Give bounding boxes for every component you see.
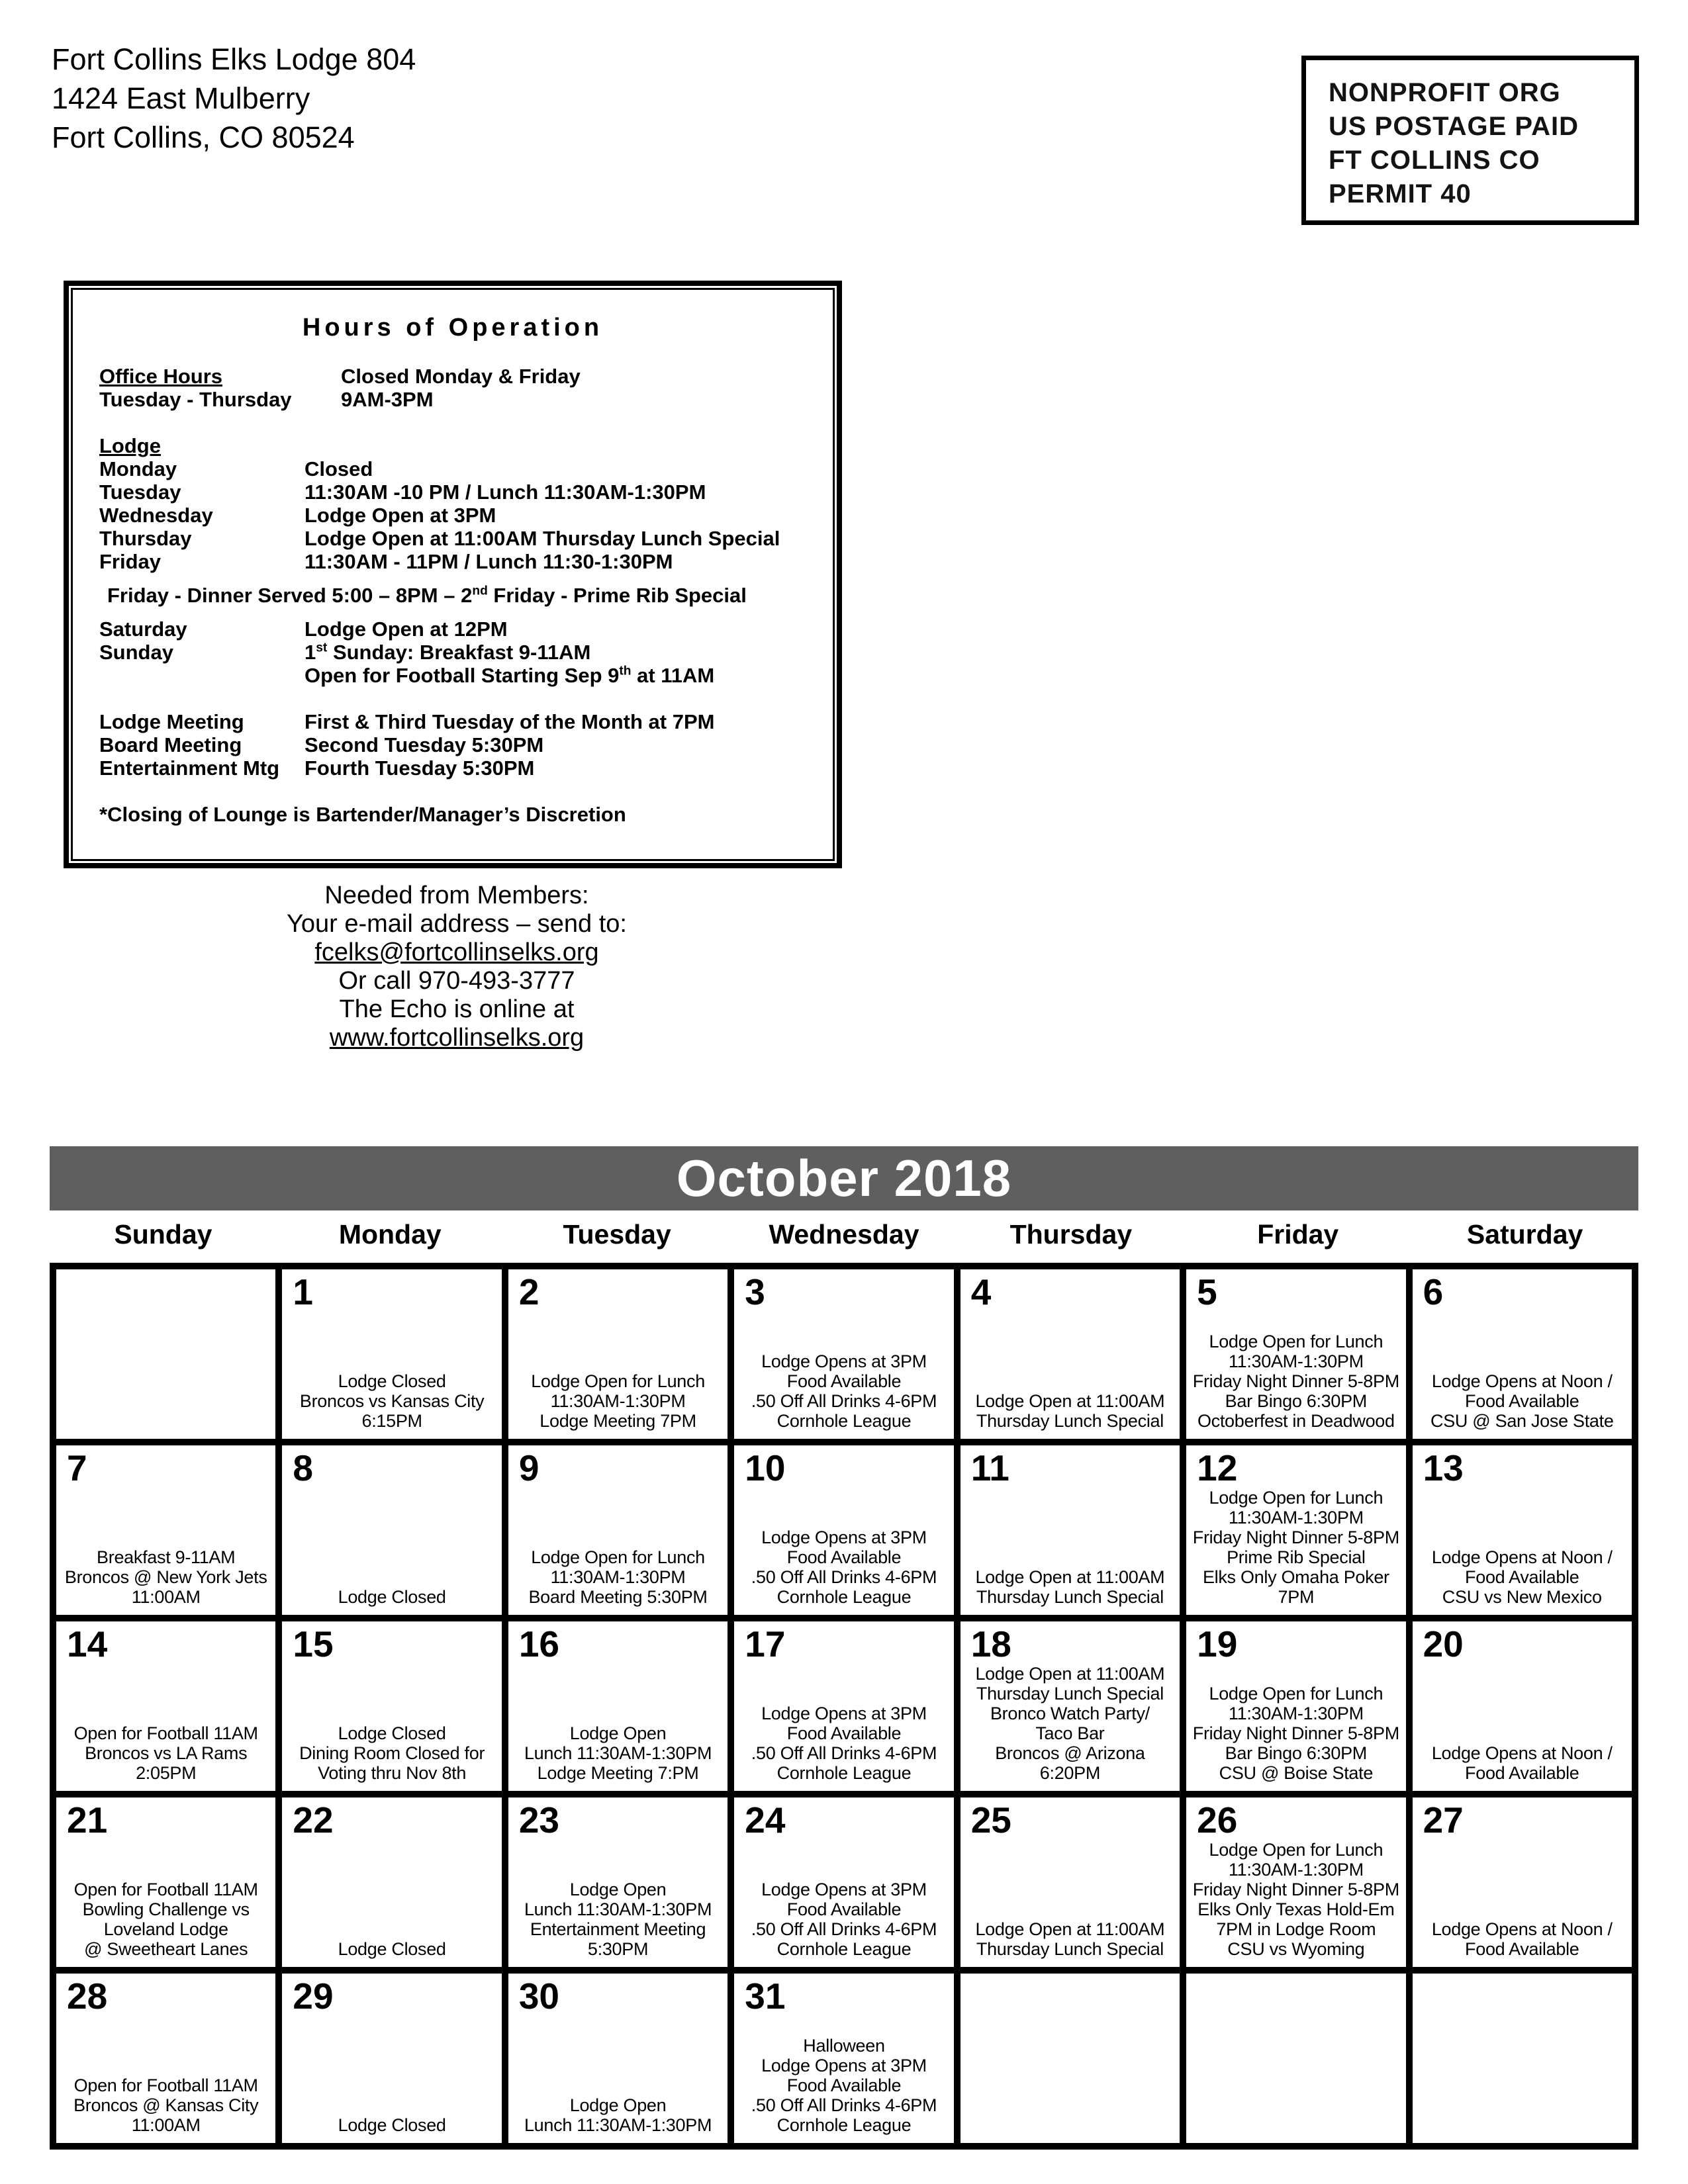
event-line: Broncos vs LA Rams bbox=[85, 1743, 248, 1763]
hours-row-value: 9AM-3PM bbox=[341, 388, 434, 411]
calendar-day-19 bbox=[1183, 1618, 1409, 1794]
event-line: CSU vs New Mexico bbox=[1442, 1587, 1602, 1607]
event-line: Taco Bar bbox=[1035, 1723, 1105, 1743]
calendar-day-8 bbox=[279, 1442, 504, 1618]
day-number: 24 bbox=[745, 1799, 786, 1841]
hours-note: *Closing of Lounge is Bartender/Manager’s Discretion bbox=[99, 803, 626, 826]
day-name-friday: Friday bbox=[1257, 1219, 1339, 1250]
event-line: Cornhole League bbox=[776, 1763, 912, 1783]
event-line: Entertainment Meeting bbox=[530, 1919, 706, 1939]
spacer bbox=[99, 573, 806, 584]
day-events bbox=[73, 2075, 258, 2135]
spacer bbox=[99, 687, 806, 710]
event-line: Lodge Open for Lunch bbox=[531, 1547, 705, 1567]
day-events bbox=[1193, 1840, 1399, 1959]
hours-rows bbox=[99, 365, 806, 826]
event-line: Food Available bbox=[1465, 1567, 1579, 1587]
hours-row bbox=[99, 664, 806, 687]
event-line: Lodge Open for Lunch bbox=[1209, 1840, 1383, 1860]
day-events bbox=[1193, 1684, 1399, 1783]
hours-row-value: Lodge Open at 12PM bbox=[305, 617, 508, 641]
event-line: 11:30AM-1:30PM bbox=[1228, 1860, 1364, 1880]
hours-full-line: Friday - Dinner Served 5:00 – 8PM – 2nd Friday - Prime Rib Special bbox=[107, 584, 747, 607]
day-events bbox=[1430, 1371, 1614, 1431]
hours-row-label: Thursday bbox=[99, 527, 192, 550]
event-line: Broncos @ Arizona bbox=[995, 1743, 1145, 1763]
hours-row-label: Entertainment Mtg bbox=[99, 756, 280, 780]
event-line: .50 Off All Drinks 4-6PM bbox=[751, 1919, 937, 1939]
hours-row-label: Sunday bbox=[99, 641, 173, 664]
day-number: 21 bbox=[67, 1799, 108, 1841]
event-line: Lodge Open for Lunch bbox=[1209, 1684, 1383, 1704]
event-line: Cornhole League bbox=[776, 2115, 912, 2135]
event-line: Lodge Closed bbox=[338, 1939, 446, 1959]
event-line: Lodge Open bbox=[569, 1880, 667, 1899]
event-line: Breakfast 9-11AM bbox=[97, 1547, 236, 1567]
day-number: 30 bbox=[518, 1976, 560, 2017]
event-line: Broncos @ Kansas City bbox=[73, 2095, 259, 2115]
day-number: 27 bbox=[1423, 1799, 1464, 1841]
hours-of-operation-box bbox=[64, 281, 842, 868]
hours-row bbox=[99, 365, 806, 388]
event-line: Food Available bbox=[786, 1723, 902, 1743]
day-name-thursday: Thursday bbox=[1009, 1219, 1133, 1250]
day-number: 12 bbox=[1197, 1447, 1238, 1488]
calendar-day-5 bbox=[1183, 1266, 1409, 1442]
spacer bbox=[99, 607, 806, 617]
stamp-line: US POSTAGE PAID bbox=[1329, 112, 1579, 141]
event-line: Friday Night Dinner 5-8PM bbox=[1192, 1371, 1399, 1391]
event-line: @ Sweetheart Lanes bbox=[84, 1939, 248, 1959]
hours-row-value: First & Third Tuesday of the Month at 7PM bbox=[305, 710, 715, 733]
day-name-monday: Monday bbox=[338, 1219, 442, 1250]
event-line: Octoberfest in Deadwood bbox=[1197, 1411, 1395, 1431]
event-line: Lodge Closed bbox=[338, 2115, 446, 2135]
event-line: Lodge Opens at Noon / bbox=[1431, 1919, 1613, 1939]
event-line: Food Available bbox=[1465, 1939, 1579, 1959]
stamp-line: NONPROFIT ORG bbox=[1329, 78, 1561, 107]
day-name-tuesday: Tuesday bbox=[563, 1219, 671, 1250]
event-line: Open for Football 11AM bbox=[73, 1880, 258, 1899]
day-events bbox=[1432, 1743, 1613, 1783]
hours-row bbox=[99, 641, 806, 664]
event-line: Lodge Opens at 3PM bbox=[761, 1704, 927, 1723]
hours-row-label bbox=[99, 664, 305, 687]
calendar-day-1 bbox=[279, 1266, 504, 1442]
calendar-day-names bbox=[50, 1219, 1638, 1250]
event-line: Lodge Opens at Noon / bbox=[1431, 1371, 1613, 1391]
event-line: Lodge Closed bbox=[338, 1723, 446, 1743]
hours-row-value: Lodge Open at 11:00AM Thursday Lunch Special bbox=[305, 527, 780, 550]
event-line: Elks Only Omaha Poker bbox=[1202, 1567, 1389, 1587]
day-events bbox=[1432, 1547, 1613, 1607]
members-line: The Echo is online at bbox=[339, 995, 575, 1023]
calendar-day-9 bbox=[505, 1442, 731, 1618]
day-events bbox=[1432, 1919, 1613, 1959]
day-number: 5 bbox=[1197, 1271, 1217, 1312]
event-line: Thursday Lunch Special bbox=[976, 1411, 1164, 1431]
members-line: Your e-mail address – send to: bbox=[286, 910, 627, 938]
event-line: Elks Only Texas Hold-Em bbox=[1197, 1899, 1395, 1919]
hours-row-label: Office Hours bbox=[99, 365, 223, 388]
day-number: 9 bbox=[518, 1447, 539, 1488]
event-line: CSU @ San Jose State bbox=[1430, 1411, 1614, 1431]
calendar-day-14 bbox=[53, 1618, 279, 1794]
sender-line: Fort Collins Elks Lodge 804 bbox=[52, 42, 416, 76]
calendar-day-13 bbox=[1409, 1442, 1635, 1618]
day-events bbox=[1193, 1488, 1399, 1607]
hours-row-value: Closed bbox=[305, 457, 373, 480]
event-line: 6:20PM bbox=[1039, 1763, 1101, 1783]
hours-row bbox=[99, 434, 806, 457]
event-line: Friday Night Dinner 5-8PM bbox=[1192, 1723, 1399, 1743]
event-line: Lodge Opens at 3PM bbox=[761, 2056, 927, 2075]
hours-row-value: Open for Football Starting Sep 9th at 11AM bbox=[305, 664, 715, 687]
event-line: Lodge Open at 11:00AM bbox=[975, 1391, 1165, 1411]
event-line: Lunch 11:30AM-1:30PM bbox=[524, 1899, 712, 1919]
hours-row-value bbox=[305, 434, 806, 457]
calendar-day-21 bbox=[53, 1794, 279, 1970]
calendar-day-2 bbox=[505, 1266, 731, 1442]
day-events bbox=[524, 1723, 712, 1783]
event-line: Thursday Lunch Special bbox=[976, 1939, 1164, 1959]
event-line: Lodge Open for Lunch bbox=[1209, 1488, 1383, 1508]
event-line: 6:15PM bbox=[361, 1411, 422, 1431]
event-line: Board Meeting 5:30PM bbox=[528, 1587, 708, 1607]
calendar-day-20 bbox=[1409, 1618, 1635, 1794]
spacer bbox=[99, 780, 806, 803]
hours-title: Hours of Operation bbox=[302, 314, 604, 341]
day-events bbox=[74, 1723, 258, 1783]
event-line: Voting thru Nov 8th bbox=[318, 1763, 467, 1783]
calendar-day-22 bbox=[279, 1794, 504, 1970]
event-line: Lunch 11:30AM-1:30PM bbox=[524, 2115, 712, 2135]
day-name-saturday: Saturday bbox=[1466, 1219, 1583, 1250]
hours-row-label: Saturday bbox=[99, 617, 187, 641]
day-number: 31 bbox=[745, 1976, 786, 2017]
day-number: 4 bbox=[970, 1271, 992, 1312]
day-events bbox=[1193, 1332, 1399, 1431]
day-number: 14 bbox=[67, 1623, 108, 1664]
day-events bbox=[975, 1391, 1164, 1431]
event-line: Lodge Closed bbox=[338, 1371, 446, 1391]
hours-row bbox=[99, 756, 806, 780]
day-events bbox=[299, 1723, 485, 1783]
members-website: www.fortcollinselks.org bbox=[329, 1024, 585, 1052]
calendar-day-26 bbox=[1183, 1794, 1409, 1970]
event-line: Open for Football 11AM bbox=[73, 2075, 258, 2095]
day-number: 23 bbox=[518, 1799, 560, 1841]
calendar-day-16 bbox=[505, 1618, 731, 1794]
event-line: Friday Night Dinner 5-8PM bbox=[1192, 1527, 1399, 1547]
event-line: Bar Bingo 6:30PM bbox=[1225, 1743, 1367, 1763]
calendar-day-6 bbox=[1409, 1266, 1635, 1442]
event-line: Cornhole League bbox=[776, 1411, 912, 1431]
calendar-day-17 bbox=[731, 1618, 957, 1794]
stamp-line: PERMIT 40 bbox=[1329, 179, 1472, 208]
event-line: .50 Off All Drinks 4-6PM bbox=[751, 1391, 937, 1411]
day-number: 28 bbox=[67, 1976, 108, 2017]
day-events bbox=[751, 1527, 937, 1607]
calendar-day-28 bbox=[53, 1970, 279, 2146]
calendar-empty-cell bbox=[53, 1266, 279, 1442]
day-number: 13 bbox=[1423, 1447, 1464, 1488]
day-number: 26 bbox=[1197, 1799, 1238, 1841]
day-number: 17 bbox=[745, 1623, 786, 1664]
day-number: 7 bbox=[67, 1447, 87, 1488]
hours-row-label: Wednesday bbox=[99, 504, 213, 527]
event-line: Halloween bbox=[803, 2036, 885, 2056]
hours-row-value: Closed Monday & Friday bbox=[341, 365, 581, 388]
event-line: Lodge Closed bbox=[338, 1587, 446, 1607]
event-line: Bronco Watch Party/ bbox=[990, 1704, 1150, 1723]
calendar-day-3 bbox=[731, 1266, 957, 1442]
hours-row-label: Monday bbox=[99, 457, 177, 480]
day-events bbox=[524, 1880, 712, 1959]
event-line: CSU @ Boise State bbox=[1219, 1763, 1374, 1783]
day-number: 2 bbox=[518, 1271, 539, 1312]
hours-of-operation-content bbox=[71, 288, 835, 861]
day-events bbox=[975, 1567, 1164, 1607]
hours-row-label: Friday bbox=[99, 550, 162, 573]
hours-row-label: Lodge bbox=[99, 434, 161, 457]
event-line: Lodge Meeting 7:PM bbox=[537, 1763, 699, 1783]
calendar-day-25 bbox=[957, 1794, 1183, 1970]
hours-row bbox=[99, 733, 806, 756]
day-events bbox=[751, 1704, 937, 1783]
event-line: Broncos vs Kansas City bbox=[299, 1391, 485, 1411]
calendar-day-18 bbox=[957, 1618, 1183, 1794]
day-number: 22 bbox=[293, 1799, 334, 1841]
hours-row bbox=[99, 550, 806, 573]
day-number: 19 bbox=[1197, 1623, 1238, 1664]
event-line: Open for Football 11AM bbox=[73, 1723, 258, 1743]
hours-row bbox=[99, 710, 806, 733]
event-line: Food Available bbox=[786, 2075, 902, 2095]
day-events bbox=[338, 2115, 446, 2135]
event-line: Lodge Open for Lunch bbox=[531, 1371, 705, 1391]
event-line: 11:30AM-1:30PM bbox=[550, 1391, 686, 1411]
day-number: 25 bbox=[970, 1799, 1011, 1841]
hours-row bbox=[99, 388, 806, 411]
event-line: 5:30PM bbox=[587, 1939, 649, 1959]
day-number: 20 bbox=[1423, 1623, 1464, 1664]
hours-row-value: 11:30AM -10 PM / Lunch 11:30AM-1:30PM bbox=[305, 480, 706, 504]
calendar-day-10 bbox=[731, 1442, 957, 1618]
event-line: Lodge Open bbox=[569, 2095, 667, 2115]
event-line: Lodge Open at 11:00AM bbox=[975, 1919, 1165, 1939]
hours-row-label: Tuesday - Thursday bbox=[99, 388, 292, 411]
event-line: .50 Off All Drinks 4-6PM bbox=[751, 2095, 937, 2115]
day-number: 15 bbox=[293, 1623, 334, 1664]
event-line: 11:30AM-1:30PM bbox=[550, 1567, 686, 1587]
hours-row-label: Lodge Meeting bbox=[99, 710, 244, 733]
day-events bbox=[975, 1664, 1164, 1783]
calendar-title: October 2018 bbox=[676, 1149, 1012, 1207]
event-line: Lodge Open bbox=[569, 1723, 667, 1743]
event-line: Food Available bbox=[1465, 1763, 1579, 1783]
event-line: Lodge Meeting 7PM bbox=[539, 1411, 696, 1431]
event-line: 11:30AM-1:30PM bbox=[1228, 1508, 1364, 1527]
event-line: Cornhole League bbox=[776, 1587, 912, 1607]
hours-row bbox=[99, 457, 806, 480]
day-number: 8 bbox=[293, 1447, 314, 1488]
event-line: Food Available bbox=[786, 1371, 902, 1391]
event-line: Dining Room Closed for bbox=[299, 1743, 485, 1763]
event-line: Broncos @ New York Jets bbox=[64, 1567, 267, 1587]
hours-row-value: Fourth Tuesday 5:30PM bbox=[305, 756, 535, 780]
event-line: Food Available bbox=[1465, 1391, 1579, 1411]
calendar-day-12 bbox=[1183, 1442, 1409, 1618]
event-line: Prime Rib Special bbox=[1227, 1547, 1366, 1567]
event-line: Lodge Open at 11:00AM bbox=[975, 1567, 1165, 1587]
event-line: .50 Off All Drinks 4-6PM bbox=[751, 1743, 937, 1763]
event-line: Bowling Challenge vs bbox=[82, 1899, 250, 1919]
sender-address bbox=[52, 40, 416, 157]
hours-row-label: Board Meeting bbox=[99, 733, 242, 756]
event-line: 11:00AM bbox=[131, 1587, 201, 1607]
day-number: 6 bbox=[1423, 1271, 1444, 1312]
calendar-day-31 bbox=[731, 1970, 957, 2146]
event-line: .50 Off All Drinks 4-6PM bbox=[751, 1567, 937, 1587]
members-email: fcelks@fortcollinselks.org bbox=[314, 938, 599, 966]
event-line: Lunch 11:30AM-1:30PM bbox=[524, 1743, 712, 1763]
calendar-day-24 bbox=[731, 1794, 957, 1970]
day-number: 29 bbox=[293, 1976, 334, 2017]
day-events bbox=[751, 2036, 937, 2135]
day-number: 3 bbox=[745, 1271, 765, 1312]
event-line: 2:05PM bbox=[136, 1763, 197, 1783]
hours-row-value: Lodge Open at 3PM bbox=[305, 504, 496, 527]
day-events bbox=[528, 1547, 707, 1607]
day-events bbox=[751, 1880, 937, 1959]
day-events bbox=[524, 2095, 712, 2135]
members-note bbox=[126, 882, 788, 1052]
event-line: Thursday Lunch Special bbox=[976, 1684, 1164, 1704]
hours-row-value: 11:30AM - 11PM / Lunch 11:30-1:30PM bbox=[305, 550, 673, 573]
day-events bbox=[74, 1880, 258, 1959]
event-line: Lodge Opens at Noon / bbox=[1431, 1547, 1613, 1567]
day-events bbox=[751, 1351, 937, 1431]
event-line: Lodge Opens at 3PM bbox=[761, 1351, 927, 1371]
calendar-empty-cell bbox=[1409, 1970, 1635, 2146]
event-line: 11:00AM bbox=[131, 2115, 201, 2135]
calendar-day-15 bbox=[279, 1618, 504, 1794]
day-number: 11 bbox=[970, 1447, 1009, 1488]
hours-row-value: Second Tuesday 5:30PM bbox=[305, 733, 544, 756]
event-line: 7PM in Lodge Room bbox=[1216, 1919, 1376, 1939]
members-line: Needed from Members: bbox=[324, 882, 589, 909]
day-number: 1 bbox=[293, 1271, 314, 1312]
calendar-empty-cell bbox=[1183, 1970, 1409, 2146]
calendar-day-27 bbox=[1409, 1794, 1635, 1970]
event-line: Lodge Opens at 3PM bbox=[761, 1880, 927, 1899]
event-line: Friday Night Dinner 5-8PM bbox=[1192, 1880, 1399, 1899]
event-line: Loveland Lodge bbox=[103, 1919, 228, 1939]
calendar-day-30 bbox=[505, 1970, 731, 2146]
event-line: Cornhole League bbox=[776, 1939, 912, 1959]
day-number: 16 bbox=[518, 1623, 560, 1664]
event-line: CSU vs Wyoming bbox=[1227, 1939, 1365, 1959]
hours-row-value: 1st Sunday: Breakfast 9-11AM bbox=[305, 641, 591, 664]
hours-row bbox=[99, 527, 806, 550]
calendar-day-23 bbox=[505, 1794, 731, 1970]
spacer bbox=[99, 411, 806, 434]
event-line: Thursday Lunch Special bbox=[976, 1587, 1164, 1607]
hours-row bbox=[99, 617, 806, 641]
event-line: 11:30AM-1:30PM bbox=[1228, 1351, 1364, 1371]
members-phone: Or call 970-493-3777 bbox=[338, 967, 575, 995]
event-line: Lodge Opens at Noon / bbox=[1431, 1743, 1613, 1763]
calendar-day-29 bbox=[279, 1970, 504, 2146]
hours-row bbox=[99, 480, 806, 504]
event-line: Lodge Open at 11:00AM bbox=[975, 1664, 1165, 1684]
day-events bbox=[300, 1371, 485, 1431]
stamp-line: FT COLLINS CO bbox=[1329, 146, 1540, 175]
event-line: Food Available bbox=[786, 1547, 902, 1567]
event-line: 7PM bbox=[1278, 1587, 1315, 1607]
event-line: 11:30AM-1:30PM bbox=[1228, 1704, 1364, 1723]
day-events bbox=[65, 1547, 267, 1607]
day-number: 10 bbox=[745, 1447, 786, 1488]
calendar-empty-cell bbox=[957, 1970, 1183, 2146]
calendar-grid bbox=[50, 1263, 1638, 2150]
sender-line: Fort Collins, CO 80524 bbox=[52, 120, 355, 154]
day-events bbox=[338, 1939, 446, 1959]
hours-row bbox=[99, 504, 806, 527]
day-events bbox=[531, 1371, 705, 1431]
postage-stamp bbox=[1301, 56, 1639, 225]
day-name-sunday: Sunday bbox=[114, 1219, 212, 1250]
day-events bbox=[975, 1919, 1164, 1959]
event-line: Lodge Opens at 3PM bbox=[761, 1527, 927, 1547]
day-events bbox=[338, 1587, 446, 1607]
event-line: Lodge Open for Lunch bbox=[1209, 1332, 1383, 1351]
hours-row-label: Tuesday bbox=[99, 480, 181, 504]
sender-line: 1424 East Mulberry bbox=[52, 81, 310, 115]
event-line: Bar Bingo 6:30PM bbox=[1225, 1391, 1367, 1411]
calendar-day-7 bbox=[53, 1442, 279, 1618]
calendar-title-bar bbox=[50, 1146, 1638, 1210]
event-line: Food Available bbox=[786, 1899, 902, 1919]
calendar-day-4 bbox=[957, 1266, 1183, 1442]
day-number: 18 bbox=[970, 1623, 1011, 1664]
calendar-day-11 bbox=[957, 1442, 1183, 1618]
day-name-wednesday: Wednesday bbox=[769, 1219, 919, 1250]
